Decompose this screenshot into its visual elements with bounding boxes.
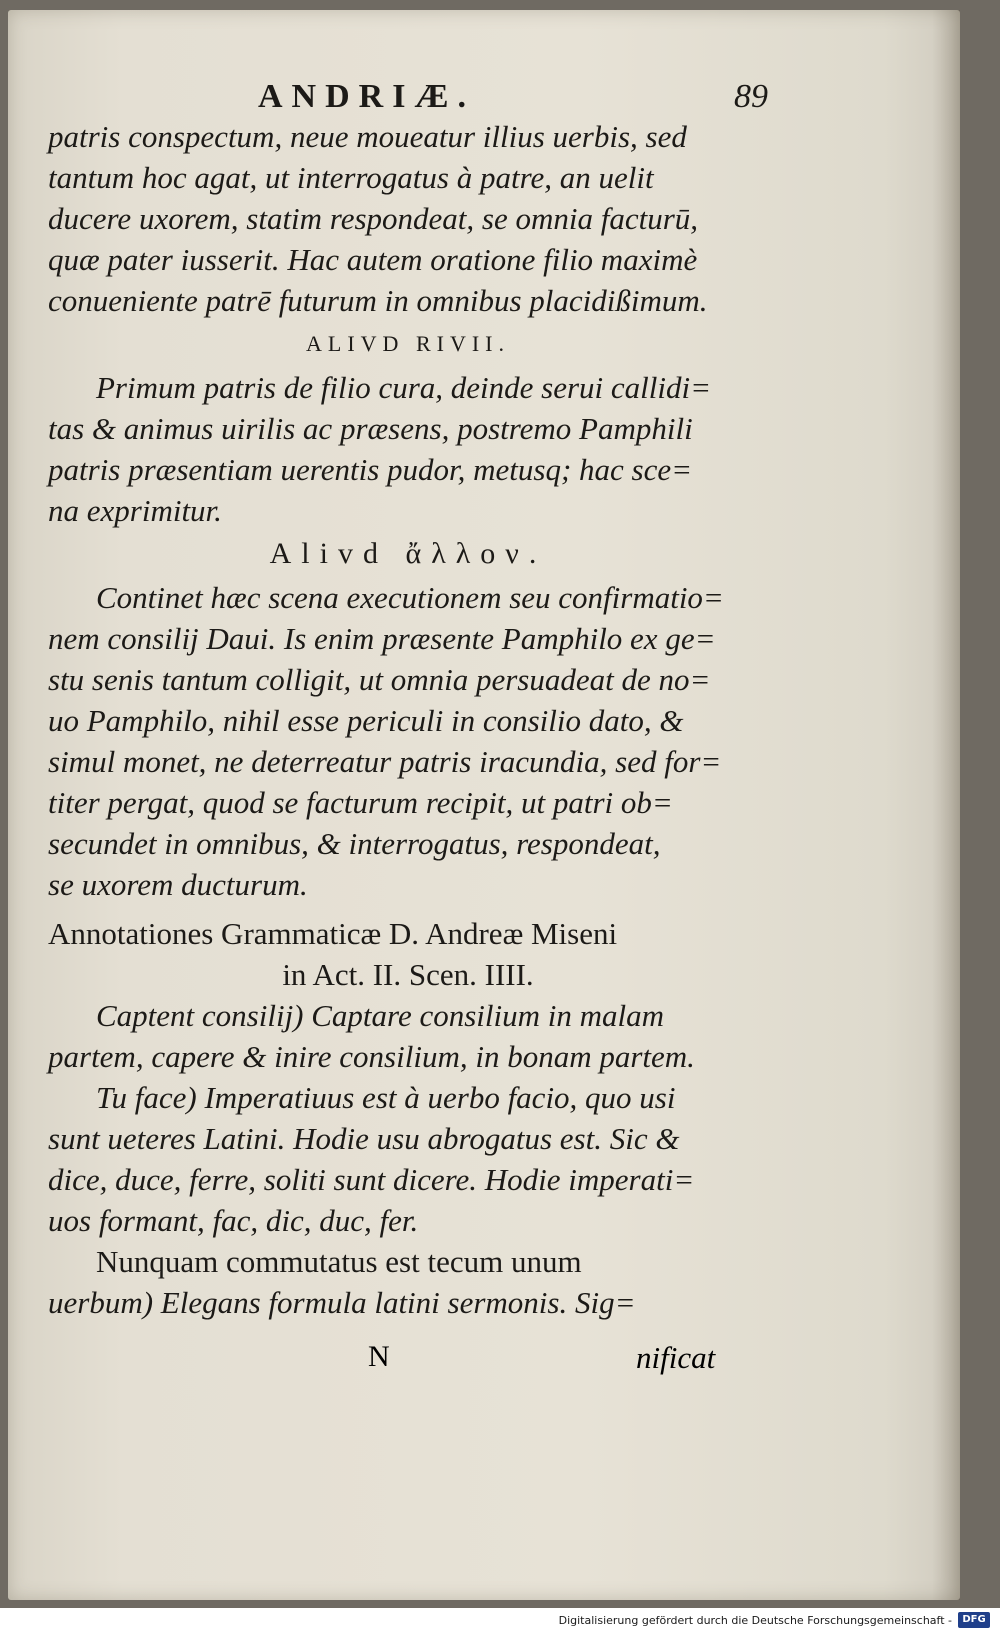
text-line: quæ pater iusserit. Hac autem oratione filio maximè: [48, 242, 698, 277]
text-line: conuenientе patrē futurum in omnibus placidißimum.: [48, 283, 708, 318]
paragraph-3: [48, 577, 768, 905]
text-line: Continet hæc scena executionem seu confirmatio=: [96, 580, 724, 615]
book-page: [8, 10, 960, 1600]
catchword: nificat: [636, 1340, 716, 1375]
text-line: sunt ueteres Latini. Hodie usu abrogatus est. Sic &: [48, 1121, 680, 1156]
text-line: dice, duce, ferre, soliti sunt dicere. Hodie imperati=: [48, 1162, 695, 1197]
text-line: patris conspectum, neue moueatur illius uerbis, sed: [48, 119, 687, 154]
footer-credit: Digitalisierung gefördert durch die Deutsche Forschungsgemeinschaft -: [558, 1614, 952, 1627]
footer-bar: [0, 1608, 1000, 1634]
text-line: patris præsentiam uerentis pudor, metusq; hac sce=: [48, 452, 693, 487]
text-line: partem, capere & inire consilium, in bonam partem.: [48, 1039, 695, 1074]
section-title-line-2: in Act. II. Scen. IIII.: [282, 957, 534, 992]
paragraph-2: [48, 367, 768, 531]
page-text: [48, 70, 768, 1323]
page-number: 89: [734, 78, 768, 115]
paragraph-6: [48, 1241, 768, 1323]
paragraph-5: [48, 1077, 768, 1241]
text-line: tas & animus uirilis ac præsens, postremo Pamphili: [48, 411, 693, 446]
text-line: stu senis tantum colligit, ut omnia persuadeat de no=: [48, 662, 711, 697]
text-line: se uxorem ducturum.: [48, 867, 308, 902]
text-line: uo Pamphilo, nihil esse periculi in consilio dato, &: [48, 703, 684, 738]
text-line: nem consilij Daui. Is enim præsente Pamphilo ex ge=: [48, 621, 716, 656]
text-line: na exprimitur.: [48, 493, 222, 528]
text-line: titer pergat, quod se facturum recipit, ut patri ob=: [48, 785, 673, 820]
text-line: Captent consilij) Captare consilium in malam: [96, 998, 665, 1033]
text-line: Nunquam commutatus est tecum unum: [96, 1244, 582, 1279]
paragraph-1: [48, 116, 768, 321]
heading-alivd-rivii: ALIVD RIVII.: [306, 331, 510, 356]
text-line: uos formant, fac, dic, duc, fer.: [48, 1203, 419, 1238]
heading-alivd-allon: Alivd ἄλλον.: [269, 537, 547, 570]
text-line: Primum patris de filio cura, deinde serui callidi=: [96, 370, 712, 405]
text-line: uerbum) Elegans formula latini sermonis. Sig=: [48, 1285, 636, 1320]
text-line: Tu face) Imperatiuus est à uerbo facio, quo usi: [96, 1080, 676, 1115]
text-line: simul monet, ne deterreatur patris iracundia, sed for=: [48, 744, 722, 779]
text-line: ducere uxorem, statim respondeat, se omnia facturū,: [48, 201, 699, 236]
text-line: secundet in omnibus, & interrogatus, respondeat,: [48, 826, 661, 861]
running-head-title: ANDRIÆ.: [258, 78, 475, 115]
page-edge-shadow: [932, 10, 960, 1600]
dfg-logo: DFG: [958, 1612, 990, 1628]
text-line: tantum hoc agat, ut interrogatus à patre, an uelit: [48, 160, 654, 195]
section-title-line-1: Annotationes Grammaticæ D. Andreæ Miseni: [48, 916, 618, 951]
running-head: [48, 70, 768, 116]
signature-mark: N: [368, 1340, 390, 1373]
paragraph-4: [48, 995, 768, 1077]
